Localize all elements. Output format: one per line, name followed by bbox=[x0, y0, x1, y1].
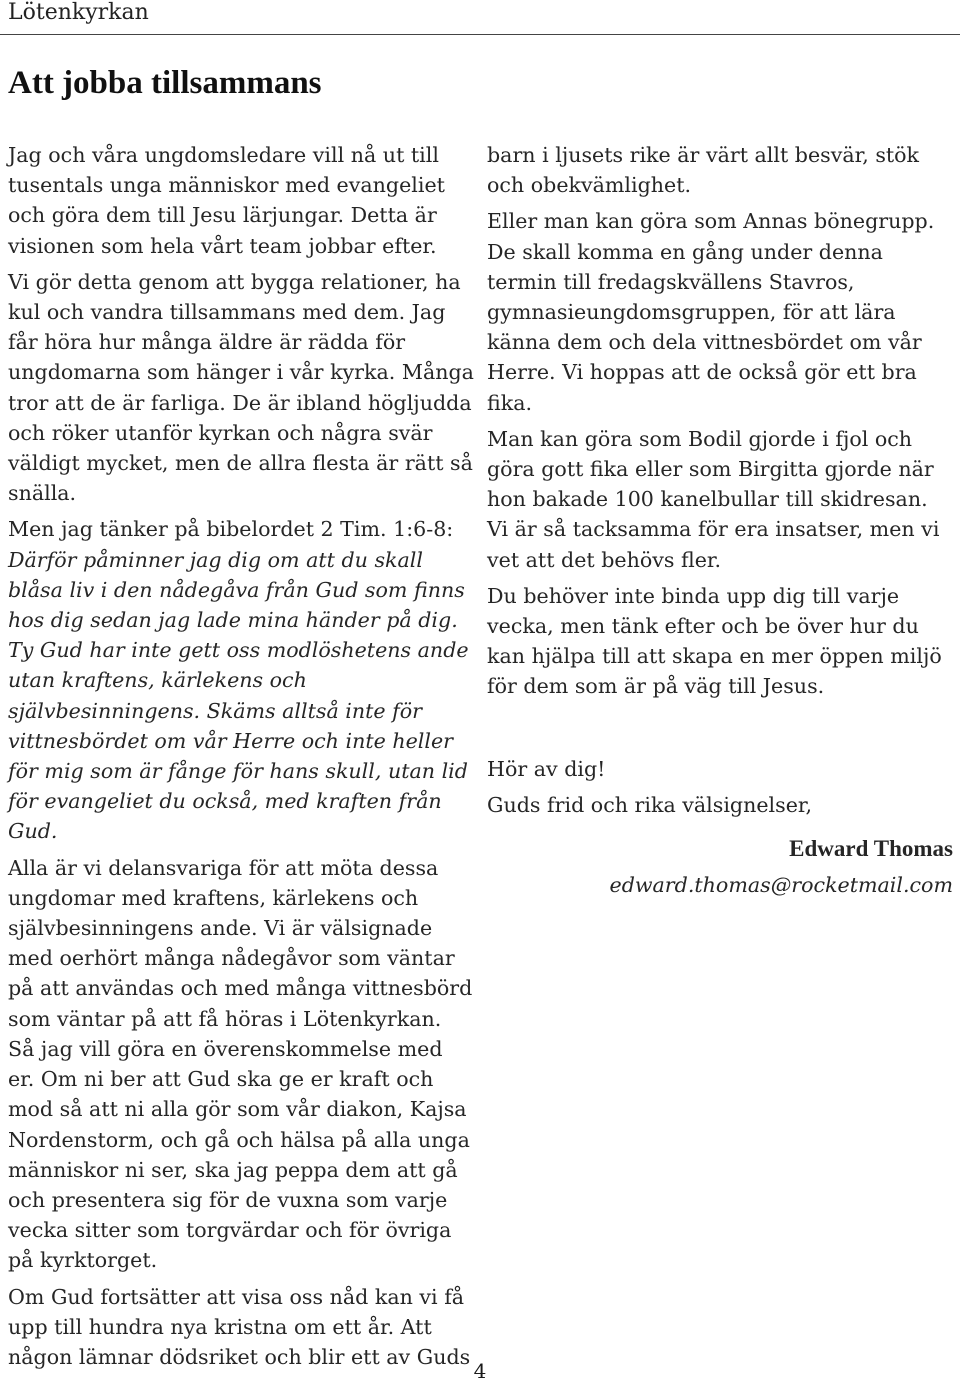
paragraph-fika: Man kan göra som Bodil gjorde i fjol och göra gott fika eller som Birgitta gjorde när hon bakade 100 kanelbullar till skidresan. Vi är så tacksamma för era insatser, men vi vet att det behövs fler. bbox=[487, 426, 940, 572]
paragraph-relationships: Vi gör detta genom att bygga relationer, ha kul och vandra tillsammans med dem. Jag får höra hur många äldre är rädda för ungdomarna som hänger i vår kyrka. Många tror att de är farliga. De är ibland högljudda och röker utanför kyrkan och några svär väldigt mycket, men de allra flesta är rätt så snälla. bbox=[8, 269, 474, 506]
running-header: Lötenkyrkan bbox=[8, 0, 149, 25]
paragraph-continuation: barn i ljusets rike är värt allt besvär, stök och obekvämlighet. bbox=[487, 143, 920, 198]
paragraph-hope: Om Gud fortsätter att visa oss nåd kan vi få upp till hundra nya kristna om ett år. Att någon lämnar dödsriket och blir ett av Guds bbox=[8, 1284, 471, 1369]
closing-contact: Hör av dig! bbox=[487, 756, 606, 781]
signature-email: edward.thomas@rocketmail.com bbox=[609, 873, 953, 898]
left-column bbox=[8, 140, 474, 1378]
signature-name: Edward Thomas bbox=[789, 836, 953, 862]
closing-greeting: Guds frid och rika välsignelser, bbox=[487, 792, 813, 817]
page-number: 4 bbox=[473, 1359, 487, 1383]
paragraph-vision: Jag och våra ungdomsledare vill nå ut till tusentals unga människor med evangeliet och göra dem till Jesu lärjungar. Detta är visionen som hela vårt team jobbar efter. bbox=[8, 143, 445, 258]
scripture-quote: Därför påminner jag dig om att du skall blåsa liv i den nådegåva från Gud som finns hos dig sedan jag lade mina händer på dig. Ty Gud har inte gett oss modlöshetens ande utan kraftens, kärlekens och självbesinningens. Skäms alltså inte för vittnesbördet om vår Herre och inte heller för mig som är fånge för hans skull, utan lid för evangeliet du också, med kraften från Gud. bbox=[8, 547, 469, 844]
spacer bbox=[487, 708, 953, 754]
paragraph-scripture bbox=[8, 514, 474, 846]
paragraph-help: Du behöver inte binda upp dig till varje vecka, men tänk efter och be över hur du kan hjälpa till att skapa en mer öppen miljö för dem som är på väg till Jesus. bbox=[487, 583, 942, 699]
paragraph-responsibility: Alla är vi delansvariga för att möta dessa ungdomar med kraftens, kärlekens och självbesinningens ande. Vi är välsignade med oerhört många nådegåvor som väntar på att användas och med många vittnesbörd som väntar på att få höras i Lötenkyrkan. Så jag vill göra en överenskommelse med er. Om ni ber att Gud ska ge er kraft och mod så att ni alla gör som vår diakon, Kajsa Nordenstorm, och gå och hälsa på alla unga människor ni ser, ska jag peppa dem att gå och presentera sig för de vuxna som varje vecka sitter som torgvärdar och för övriga på kyrktorget. bbox=[8, 855, 473, 1273]
scripture-intro: Men jag tänker på bibelordet 2 Tim. 1:6-8: bbox=[8, 517, 454, 542]
header-divider bbox=[0, 34, 960, 35]
right-column bbox=[487, 140, 953, 906]
paragraph-prayer-group: Eller man kan göra som Annas bönegrupp. De skall komma en gång under denna termin till fredagskvällens Stavros, gymnasieungdomsgruppen, för att lära känna dem och dela vittnesbördet om vår Herre. Vi hoppas att de också gör ett bra fika. bbox=[487, 209, 935, 415]
article-title: Att jobba tillsammans bbox=[8, 65, 322, 101]
